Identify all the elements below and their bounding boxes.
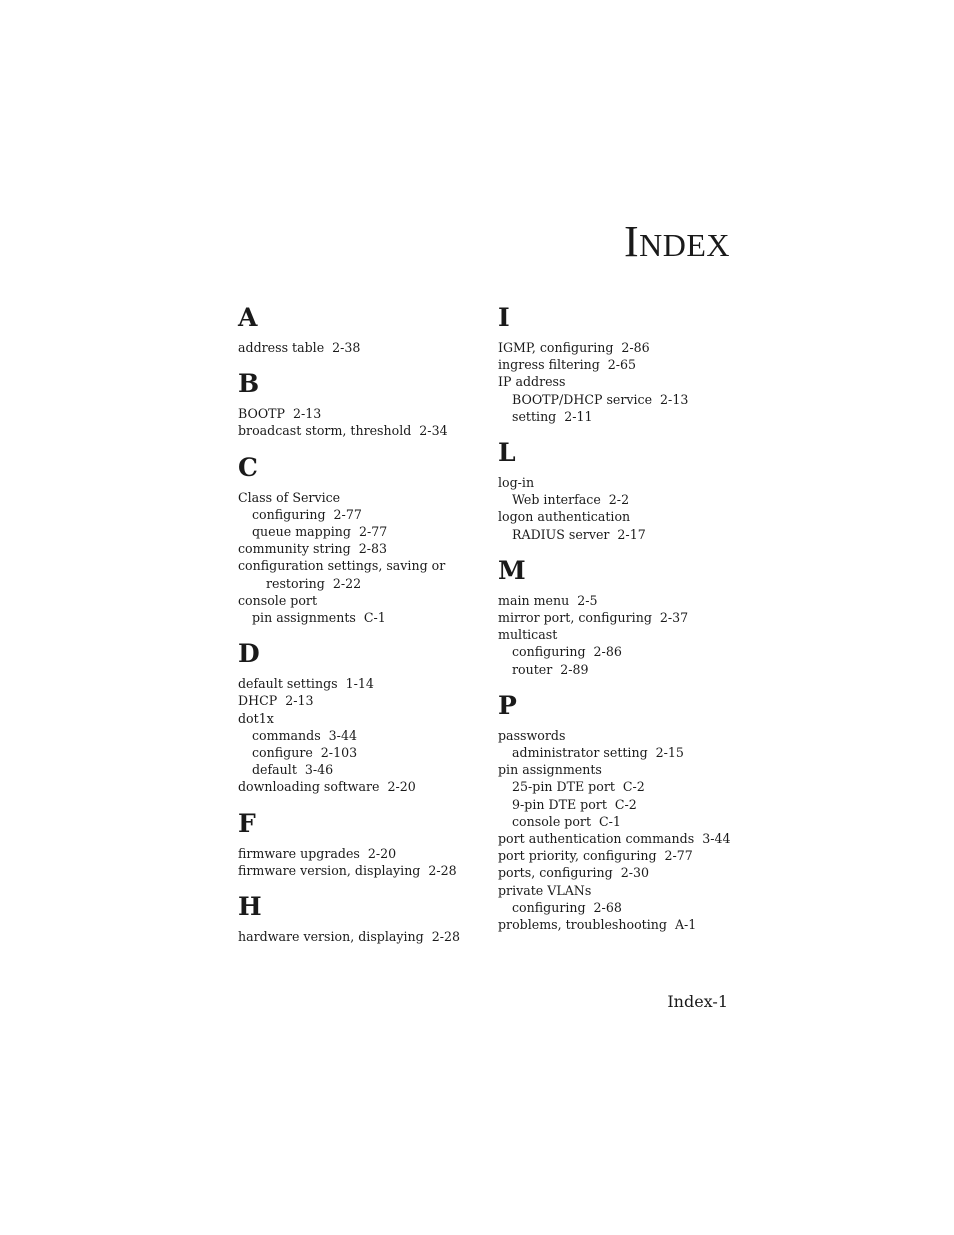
entry-page-ref: 2-13 [660,391,689,407]
entry-page-ref: 3-44 [328,727,357,743]
index-section-f [238,810,473,879]
index-column-left [238,304,473,959]
index-entry [498,727,734,744]
index-entry [498,813,734,830]
index-entry [238,506,473,523]
index-section-p [498,692,734,933]
index-entry [498,761,734,778]
index-entry [498,526,734,543]
entry-page-ref: 2-11 [564,408,593,424]
index-entry [498,643,734,660]
entry-page-ref: C-1 [363,610,386,626]
entry-term: BOOTP [238,406,286,422]
entry-page-ref: 2-30 [620,865,650,881]
entry-term: firmware upgrades [238,845,360,861]
index-entry [238,540,473,557]
entry-term: address table [238,340,325,355]
index-entry [498,408,734,425]
entry-term: IGMP, configuring [498,340,614,355]
entry-term: restoring [266,575,325,591]
entry-term: configuring [512,644,586,660]
entry-page-ref: 2-20 [367,845,397,861]
index-entry [238,778,473,795]
entry-term: DHCP [238,693,278,709]
index-entry [498,474,734,491]
page-number: Index-1 [667,992,728,1011]
entry-term: broadcast storm, threshold [238,423,412,439]
index-entry [498,830,734,847]
index-entry [238,592,473,609]
entry-term: downloading software [238,779,380,795]
entry-page-ref: C-2 [614,796,637,812]
entry-page-ref: 2-77 [664,848,693,864]
entry-term: port authentication commands [498,831,695,847]
entry-page-ref: 2-5 [577,592,598,608]
page-title [623,217,730,266]
entry-term: configuring [512,899,586,915]
index-section-i [498,304,734,425]
entry-term: configure [252,745,313,761]
index-entry [238,609,473,626]
index-entry [498,508,734,525]
entry-term: console port [512,813,591,829]
entry-page-ref: 2-2 [608,492,630,508]
index-column-right [498,304,734,947]
section-letter: C [238,452,258,482]
entry-term: logon authentication [498,509,631,525]
index-entry [498,661,734,678]
section-letter: H [238,892,262,922]
entry-term: private VLANs [498,882,592,898]
section-letter: M [498,555,526,585]
entry-page-ref: 2-13 [293,406,322,422]
entry-term: RADIUS server [512,526,610,542]
index-entry [238,845,473,862]
entry-term: default settings [238,676,338,692]
index-entry [498,626,734,643]
index-entry [238,405,473,422]
index-entry [238,523,473,540]
entry-page-ref: 2-17 [617,526,646,542]
index-entry [498,609,734,626]
entry-term: Class of Service [238,489,341,505]
index-section-d [238,640,473,795]
entry-page-ref: 2-34 [419,423,448,439]
index-section-c [238,454,473,627]
entry-term: pin assignments [252,610,356,626]
index-entry [498,491,734,508]
entry-page-ref: 2-68 [593,899,622,915]
entry-term: main menu [498,592,570,608]
entry-page-ref: 2-37 [659,610,689,626]
index-entry [238,339,473,356]
index-section-h [238,893,473,945]
entry-term: IP address [498,374,566,390]
section-letter: D [238,639,260,669]
entry-term: hardware version, displaying [238,929,424,945]
index-entry [498,356,734,373]
index-entry [238,928,473,945]
index-entry [498,864,734,881]
index-entry [238,727,473,744]
entry-term: passwords [498,727,566,743]
index-section-a [238,304,473,356]
index-entry [498,373,734,390]
index-entry [498,592,734,609]
entry-term: 25-pin DTE port [512,779,615,795]
index-entry [238,422,473,439]
index-entry [238,744,473,761]
entry-term: configuration settings, saving or [238,558,446,574]
index-section-b [238,370,473,439]
entry-page-ref: 2-89 [560,661,589,677]
entry-page-ref: 2-22 [332,575,362,591]
entry-page-ref: 2-28 [428,862,457,878]
entry-term: queue mapping [252,524,351,540]
entry-page-ref: 2-20 [387,779,416,795]
entry-term: multicast [498,627,558,643]
entry-page-ref: 2-77 [333,506,362,522]
entry-term: firmware version, displaying [238,862,421,878]
entry-term: administrator setting [512,745,648,761]
entry-page-ref: 2-13 [285,693,314,709]
section-letter: A [238,303,258,332]
index-entry [238,675,473,692]
entry-term: default [252,762,297,778]
entry-page-ref: 2-83 [358,541,387,557]
entry-term: ingress filtering [498,357,600,373]
index-entry [238,489,473,506]
entry-page-ref: 3-44 [702,831,731,847]
entry-page-ref: 2-28 [431,929,461,945]
entry-page-ref: C-1 [599,813,621,829]
entry-term: problems, troubleshooting [498,917,667,933]
index-entry [238,692,473,709]
entry-term: mirror port, configuring [498,610,652,626]
index-entry [238,862,473,879]
index-entry [498,778,734,795]
entry-page-ref: 2-86 [621,340,650,355]
entry-page-ref: 2-77 [358,524,388,540]
index-entry [498,847,734,864]
index-entry [498,744,734,761]
section-letter: F [238,808,256,838]
entry-term: pin assignments [498,762,602,778]
entry-page-ref: 1-14 [345,676,374,692]
entry-term: configuring [252,506,326,522]
section-letter: I [498,303,510,332]
entry-term: Web interface [512,492,601,508]
section-letter: P [498,690,517,720]
entry-page-ref: 2-103 [320,745,358,761]
index-section-l [498,439,734,543]
entry-term: BOOTP/DHCP service [512,391,653,407]
entry-page-ref: A-1 [674,917,697,933]
entry-page-ref: C-2 [622,779,645,795]
entry-term: router [512,661,553,677]
index-entry [238,557,473,574]
entry-term: console port [238,592,317,608]
entry-term: community string [238,541,351,557]
index-entry [238,761,473,778]
entry-term: dot1x [238,710,274,726]
entry-page-ref: 2-65 [607,357,637,373]
entry-page-ref: 2-86 [593,644,622,660]
index-entry [498,899,734,916]
entry-term: setting [512,408,557,424]
section-letter: L [498,438,516,468]
entry-page-ref: 3-46 [304,762,334,778]
index-entry [238,575,473,592]
index-entry [498,339,734,356]
index-entry [498,916,734,933]
entry-page-ref: 2-15 [655,745,684,761]
index-entry [498,796,734,813]
entry-term: port priority, configuring [498,848,657,864]
entry-term: commands [252,727,321,743]
index-section-m [498,557,734,678]
page-title-initial: I [623,217,640,266]
index-entry [498,882,734,899]
index-entry [498,391,734,408]
entry-term: 9-pin DTE port [512,796,607,812]
section-letter: B [238,369,260,399]
entry-page-ref: 2-38 [332,340,361,355]
entry-term: ports, configuring [498,865,613,881]
page-title-rest: NDEX [639,227,730,263]
index-entry [238,710,473,727]
entry-term: log-in [498,475,535,491]
